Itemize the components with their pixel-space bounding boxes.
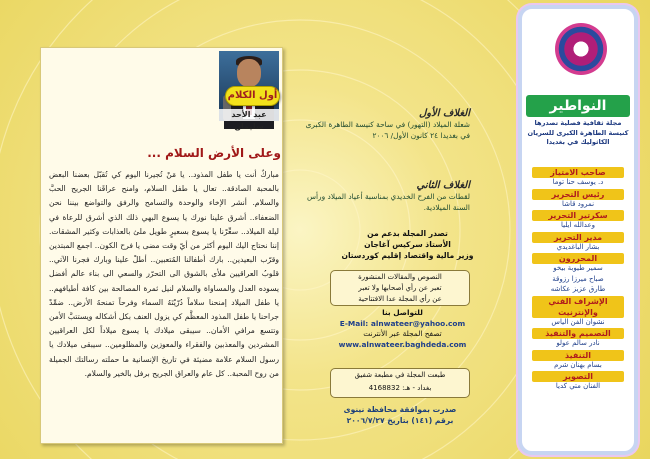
print-line: بغداد - هـ: 4168832 bbox=[368, 384, 432, 392]
staff-name: الفنان متي كديا bbox=[555, 382, 601, 390]
staff-role: مدير التحرير bbox=[532, 232, 624, 243]
church-logo-icon bbox=[555, 23, 607, 75]
staff-name: طارق عزيز عكاشه bbox=[550, 285, 606, 293]
staff-name: صباح ميرزا رزوقة bbox=[552, 274, 604, 283]
disclaimer-line: تعبر عن رأي أصحابها ولا تعبر bbox=[358, 284, 442, 292]
print-box bbox=[330, 368, 470, 398]
disclaimer-line: النصوص والمقالات المنشورة bbox=[358, 273, 442, 281]
staff-name: سمير طيوبة بيخو bbox=[553, 264, 603, 272]
print-line: طبعت المجلة في مطبعة شفيق bbox=[354, 371, 446, 379]
cover-two-heading: الغلاف الثاني bbox=[416, 180, 470, 191]
editorial-badge: أول الكلام bbox=[225, 86, 280, 106]
license-line: برقم (١٤١) بتاريخ ٢٠٠٦/٧/٢٧ bbox=[346, 416, 454, 425]
magazine-tagline: مجلة ثقافية فصلية تصدرها كنيسة الطاهرة الكبرى للسريان الكاثوليك في بغديدا bbox=[527, 119, 629, 146]
cover-one-heading: الغلاف الأول bbox=[418, 108, 470, 119]
masthead-panel bbox=[518, 5, 638, 455]
staff-role: المحررون bbox=[532, 253, 624, 264]
staff-role: التنفيذ bbox=[532, 350, 624, 361]
staff-name: د. يوسف حنا توما bbox=[552, 178, 604, 186]
staff-role: رئيس التحرير bbox=[532, 189, 624, 200]
editorial-title: وعلى الأرض السلام ... bbox=[147, 146, 281, 160]
staff-role: الإشراف الفني والإنترنيت bbox=[532, 296, 624, 318]
license-line: صدرت بموافقة محافظة نينوى bbox=[343, 405, 457, 414]
contact-website[interactable]: www.alnwateer.baghdeda.com bbox=[338, 339, 467, 349]
sponsor-name: الأستاذ سركيس آغاجان bbox=[364, 240, 451, 249]
contact-browse: تصفح المجلة عبر الأنترنت bbox=[363, 329, 442, 338]
cover-two-section bbox=[305, 180, 470, 213]
staff-role: التصميم والتنفيذ bbox=[532, 328, 624, 339]
sponsor-line: تصدر المجلة بدعم من bbox=[367, 229, 448, 238]
editorial-panel bbox=[40, 47, 283, 444]
contact-block bbox=[330, 308, 475, 350]
staff-name: نادر سالم عولو bbox=[556, 339, 600, 347]
author-name: عبد الأحد سليمان bbox=[219, 109, 279, 121]
staff-role: صاحب الامتياز bbox=[532, 167, 624, 178]
sponsor-block bbox=[340, 228, 475, 261]
magazine-name: النواطير bbox=[526, 95, 630, 117]
contact-heading: للتواصل بنا bbox=[382, 308, 423, 317]
staff-role: سكرتير التحرير bbox=[532, 210, 624, 221]
cover-one-section bbox=[305, 108, 470, 141]
staff-name: بسام بهنان شرم bbox=[554, 360, 602, 369]
staff-name: بشار الباغديدي bbox=[556, 242, 600, 251]
disclaimer-line: عن رأي المجلة عدا الافتتاحية bbox=[358, 295, 442, 303]
staff-list bbox=[526, 167, 630, 393]
staff-name: وعدالله ايليا bbox=[560, 221, 596, 229]
cover-one-text: شعلة الميلاد (التهور) في ساحة كنيسة الطاهرة الكبرى في بغديدا ٢٤ كانون الأول/ ٢٠٠٦ bbox=[305, 120, 470, 140]
disclaimer-box bbox=[330, 270, 470, 306]
staff-name: نمرود قاشا bbox=[561, 199, 595, 208]
staff-role: التصوير bbox=[532, 371, 624, 382]
license-block bbox=[330, 404, 470, 438]
editorial-body: مباركٌ أنت يا طفل المذود.. يا مَنْ تُجيرنا اليوم كي تُقبّل بعضنا البعض بالمحبة الصادقة.. تعال يا طفل السلام، وامنح عراقَنا الجريح الحبَّ والسلام. أنشر الإخاء والوحدة والتسامح والرفق والتواضع بيننا نحن الضعفاء.. أشرق علينا نورك يا يسوع البهي ذلك الذي أشرق للرعاة في ليلة الميلاد.. سعِّرْنا يا يسوع بسعيرٍ طويل ملئ بالعذابات وكثير المشقات. إننا نحتاج اليك اليوم أكثر من أيّ وقت مضى يا فرح الكون.. اجمع المبتدين وقرّب البعيدين.. بارك أطفالنا المُتعبين.. أطلْ علينا وبارك فجرنا الآتي.. قلوبُ العراقيين ملأى بالشوق الى التحرّر والسعي الى بناء عالم أفضل يسوده العدل والمساواة والسلام لنيل ثمرة المصالحة بين كافة أطيافهم.. يا طفل الميلاد إمنحنا سلاماً دُرّيْتَهُ السماء وفرحاً تمنحهُ الأرض.. ضمِّدْ جراحنا يا طفل المذود المعظَّم كي يزول العنف بكل أشكاله ويستتبَّ الأمن وتتسع مرافي الأمان.. سيبقى ميلادك يا يسوع ميلاداً لكل العراقيين المشردين والمعذبين والفقراء والمعوزين والمظلومين.. سيبقى ميلادك يا رسول السلام علامة مضيئة في تاريخ الإنسانية ما حملته رسالتك الجميلة من روح المحبة.. كل عام والعراق الجريح برفل بالخير والسلام. bbox=[49, 170, 279, 378]
sponsor-title: وزير مالية واقتصاد إقليم كوردستان bbox=[341, 251, 474, 260]
cover-two-text: لقطات من الفرح الخديدي بمناسبة أعياد الميلاد ورأس السنة الميلادية. bbox=[306, 192, 470, 212]
contact-email[interactable]: E-Mail: alnwateer@yahoo.com bbox=[339, 318, 466, 328]
staff-name: نشوان الفن الياس bbox=[551, 317, 605, 326]
